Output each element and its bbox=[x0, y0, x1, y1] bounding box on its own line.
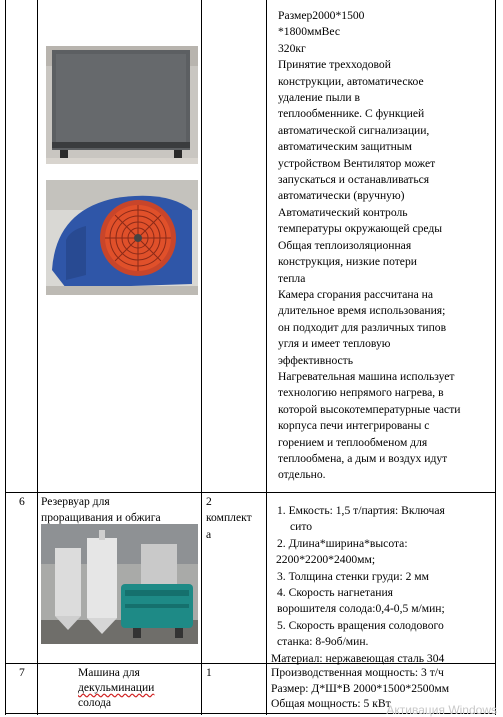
spec-line: ворошителя солода:0,4-0,5 м/мин; bbox=[277, 602, 445, 616]
spec-line: 3. Толщина стенки груди: 2 мм bbox=[277, 569, 429, 583]
spec-line: запускаться и останавливаться bbox=[278, 173, 430, 187]
quantity-line: 2 bbox=[206, 495, 212, 508]
row-divider-5-6 bbox=[5, 492, 496, 493]
spec-line: теплообменнике. С функцией bbox=[278, 107, 425, 121]
heater-cabinet-photo bbox=[46, 46, 198, 164]
spec-line: Общая теплоизоляционная bbox=[278, 238, 412, 252]
spec-line: устройством Вентилятор может bbox=[278, 156, 436, 170]
spec-line: которой высокотемпературные части bbox=[278, 402, 461, 416]
border-col3 bbox=[266, 0, 267, 715]
spec-line: автоматически (вручную) bbox=[278, 189, 405, 203]
spec-line: Размер2000*1500 bbox=[278, 9, 365, 22]
spec-line: угля и имеет тепловую bbox=[278, 337, 391, 351]
spec-line: 4. Скорость нагнетания bbox=[277, 586, 393, 600]
border-left bbox=[5, 0, 6, 715]
row6-specs bbox=[271, 503, 445, 667]
spec-line: Автоматический контроль bbox=[278, 205, 408, 219]
spec-line: станка: 8-9об/мин. bbox=[277, 635, 369, 649]
spec-line: Производственная мощность: 3 т/ч bbox=[271, 666, 444, 679]
spec-line: 320кг bbox=[278, 41, 306, 55]
spec-line: 2200*2200*2400мм; bbox=[276, 553, 376, 567]
spec-line: технологию непрямого нагрева, в bbox=[278, 386, 444, 400]
item-name-line: солода bbox=[78, 696, 112, 709]
spec-line: конструкции, автоматическое bbox=[278, 74, 424, 88]
row7-quantity: 1 bbox=[206, 666, 212, 679]
spec-line: *1800ммВес bbox=[278, 25, 340, 39]
spec-line: теплообмена, а дым и воздух идут bbox=[278, 451, 448, 465]
border-col1 bbox=[37, 0, 38, 715]
item-name-line: Резервуар для bbox=[41, 495, 110, 508]
spec-line: корпуса печи интегрированы с bbox=[278, 419, 430, 433]
quantity-line: комплект bbox=[206, 511, 252, 525]
border-right bbox=[495, 0, 496, 715]
germination-tank-photo bbox=[41, 524, 198, 644]
spec-line: эффективность bbox=[278, 353, 354, 367]
spec-line: автоматическим защитным bbox=[278, 140, 412, 154]
row7-name bbox=[78, 665, 154, 710]
spec-line: 5. Скорость вращения солодового bbox=[277, 618, 444, 632]
spec-line: Общая мощность: 5 кВт bbox=[271, 697, 391, 710]
row6-number: 6 bbox=[19, 495, 25, 508]
spec-line: конструкция, низкие потери bbox=[278, 255, 417, 269]
spec-line: температуры окружающей среды bbox=[278, 222, 443, 236]
spec-line: сито bbox=[290, 520, 313, 534]
spec-line: отдельно. bbox=[278, 468, 326, 482]
windows-activation-watermark: Активация Windows bbox=[386, 703, 497, 717]
spec-line: он подходит для различных типов bbox=[278, 320, 447, 334]
spec-line: длительное время использования; bbox=[278, 304, 446, 318]
row6-name bbox=[41, 494, 161, 527]
item-name-line: проращивания и обжига bbox=[41, 511, 161, 525]
fan-photo bbox=[46, 180, 198, 295]
row5-specs bbox=[278, 8, 460, 484]
quantity-line: а bbox=[206, 527, 212, 541]
spec-line: горением и теплообменом для bbox=[278, 435, 428, 449]
spec-line: 1. Емкость: 1,5 т/партия: Включая bbox=[277, 504, 445, 517]
spec-line: Принятие трехходовой bbox=[278, 58, 391, 72]
spec-line: 2. Длина*ширина*высота: bbox=[277, 536, 408, 550]
row7-number: 7 bbox=[19, 666, 25, 679]
spec-line: Размер: Д*Ш*В 2000*1500*2500мм bbox=[271, 681, 450, 695]
row6-quantity bbox=[206, 494, 252, 543]
item-name-line: Машина для bbox=[78, 666, 140, 679]
spec-line: тепла bbox=[278, 271, 306, 285]
spec-line: удаление пыли в bbox=[278, 91, 360, 105]
spec-line: автоматической сигнализации, bbox=[278, 123, 430, 137]
border-col2 bbox=[201, 0, 202, 715]
item-name-line: декульминации bbox=[78, 681, 155, 694]
spec-line: Камера сгорания рассчитана на bbox=[278, 287, 434, 301]
spec-line: Нагревательная машина использует bbox=[278, 369, 455, 383]
spec-line: Материал: нержавеющая сталь 304 bbox=[271, 651, 445, 665]
